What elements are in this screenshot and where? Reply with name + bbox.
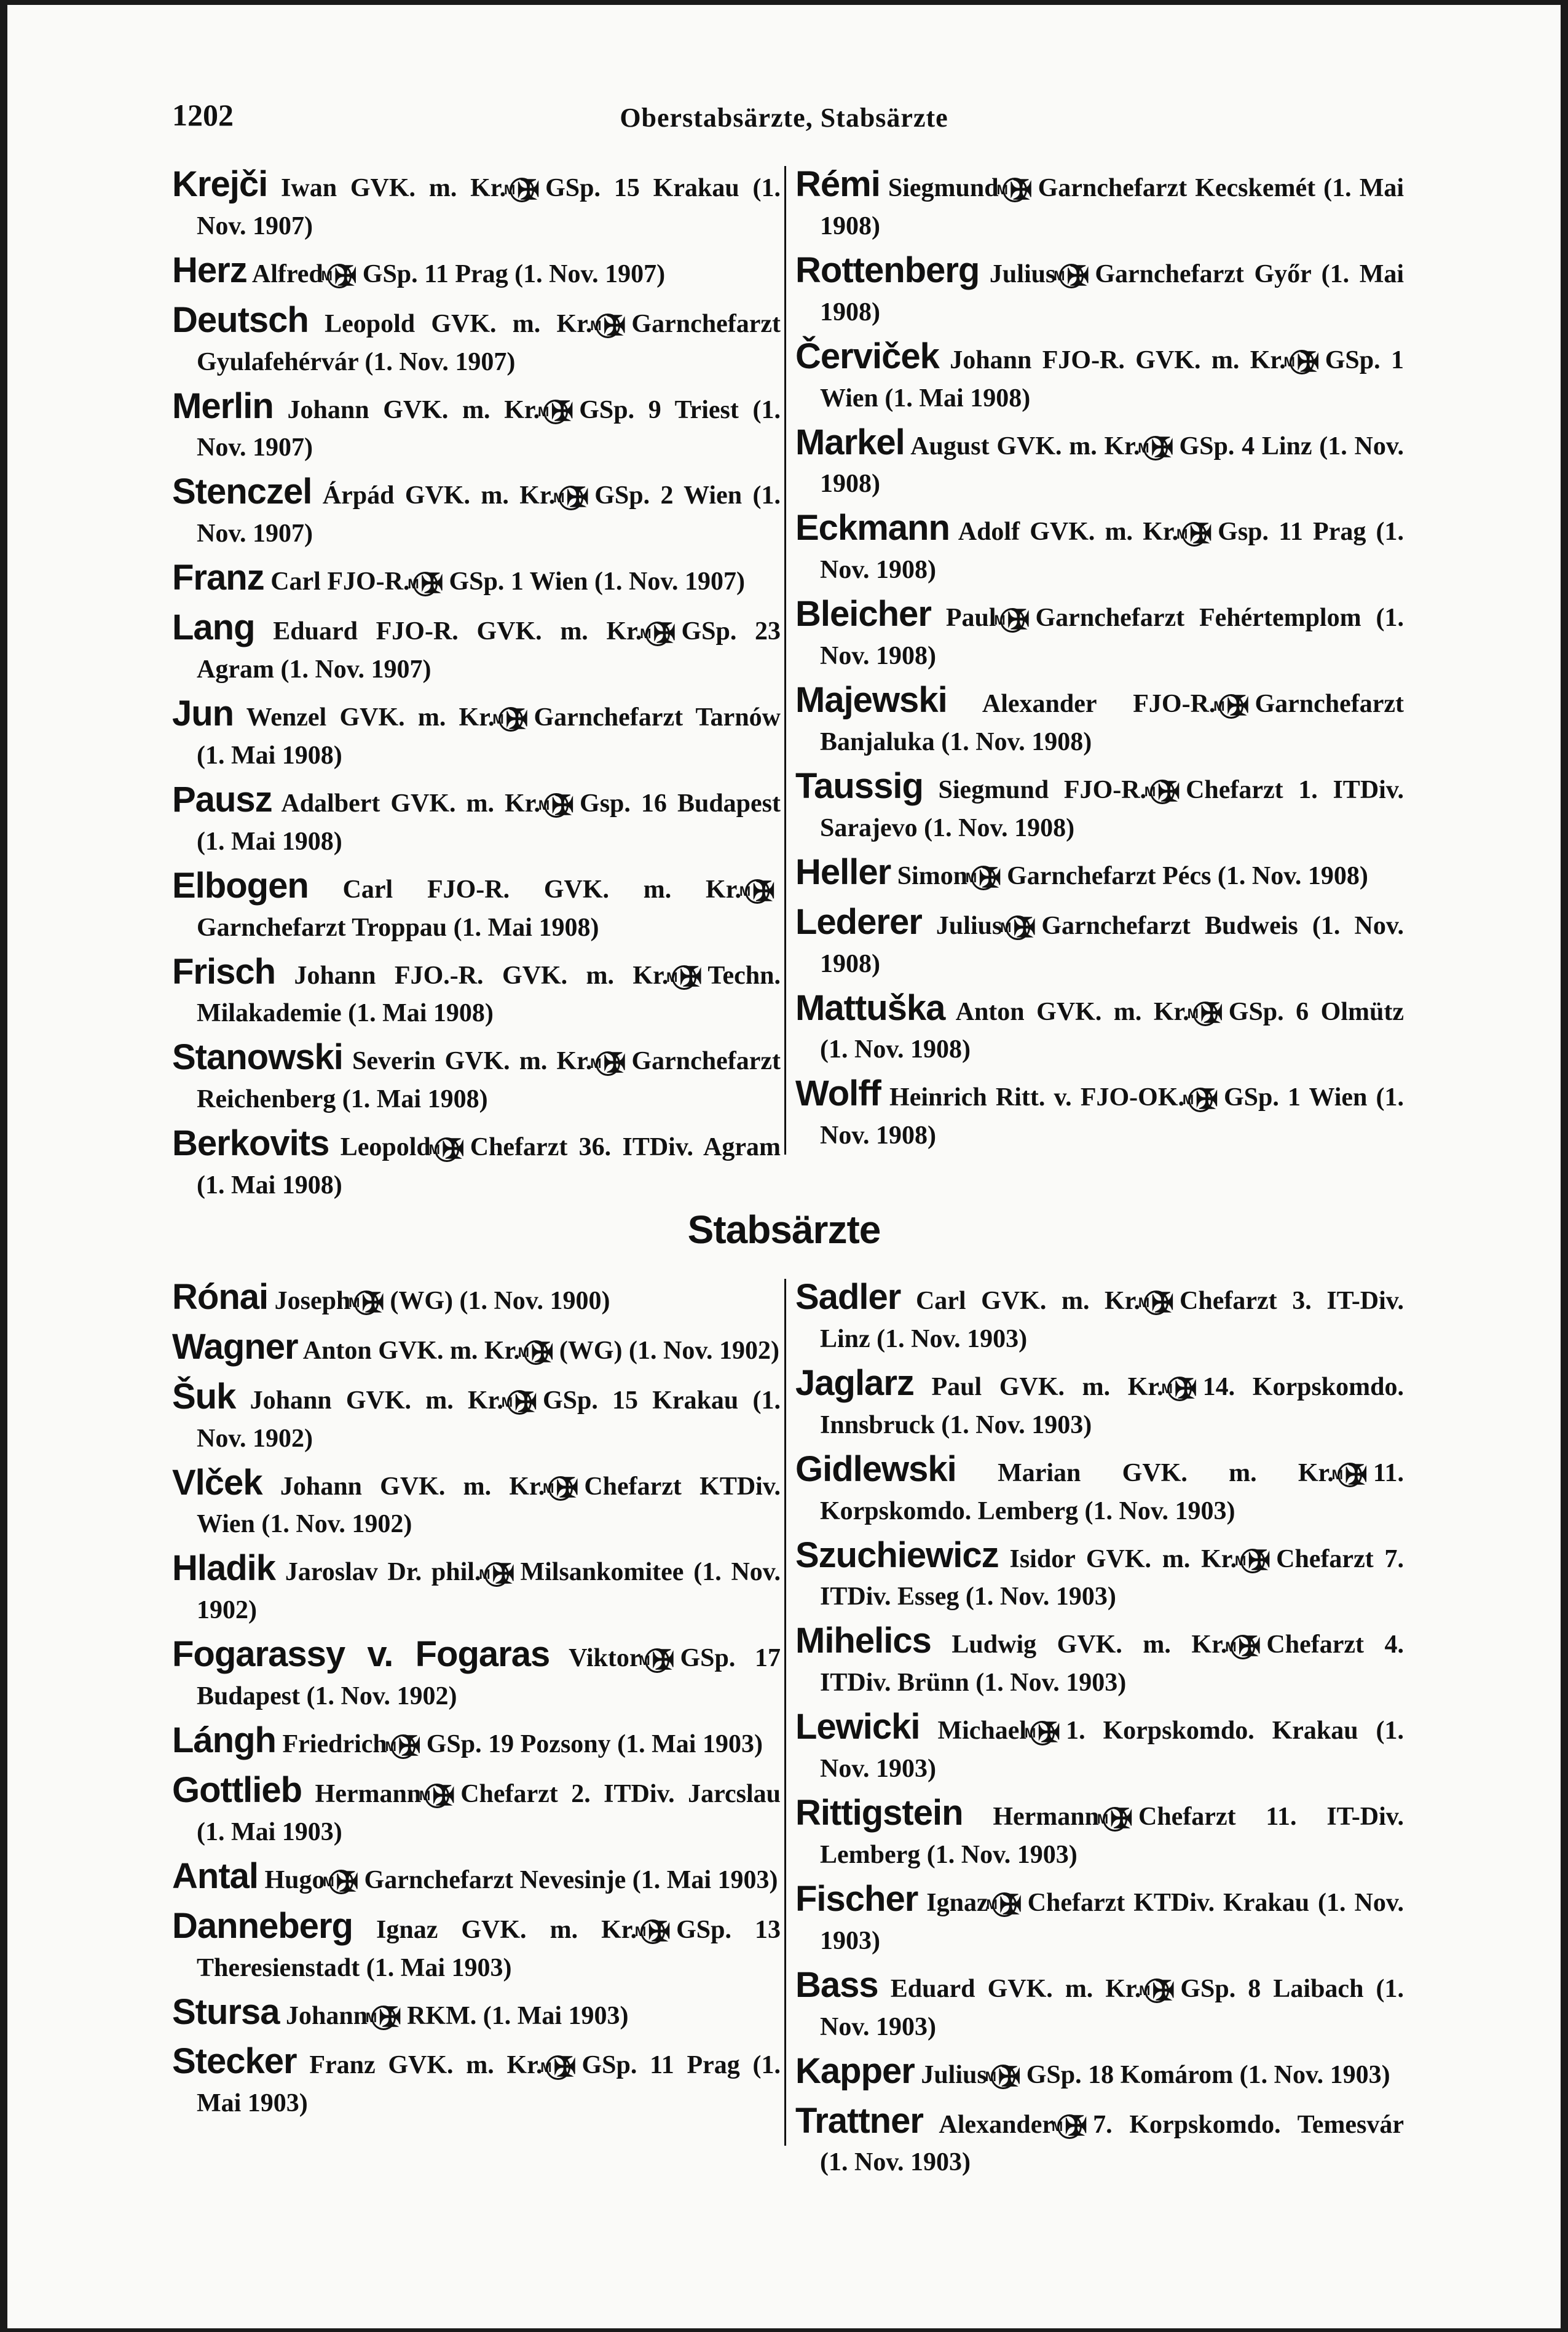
entry-posting: Garnchefarzt Troppau (1. Mai 1908) [197,913,599,942]
entry-name: Lángh [172,1720,276,1761]
entry-posting: 1. Korpskomdo. Krakau (1. Nov. 1903) [820,1717,1405,1784]
entry-posting: Garnchefarzt Fehértemplom (1. Nov. 1908) [820,604,1404,671]
entry-rank: Alfred [251,259,323,288]
entry: Hladik Jaroslav Dr. phil.M✠ Milsankomitee (1. Nov. 1902) [172,1548,781,1625]
entry-rank: Friedrich [282,1730,387,1759]
merit-medal-icon: M [1290,350,1314,374]
entry: Jun Wenzel GVK. m. Kr.M✠ Garnchefarzt Tarnów (1. Mai 1908) [172,694,781,770]
entry-name: Wagner [172,1326,298,1367]
entry: Szuchiewicz Isidor GVK. m. Kr.M✠ Chefarzt 7. ITDiv. Esseg (1. Nov. 1903) [795,1535,1405,1611]
entry: Gottlieb HermannM✠ Chefarzt 2. ITDiv. Jarcslau (1. Mai 1903) [172,1770,781,1846]
merit-medal-icon: M [1003,178,1027,202]
entry-posting: Chefarzt 7. ITDiv. Esseg (1. Nov. 1903) [820,1544,1405,1611]
entry: Gidlewski Marian GVK. m. Kr.M✠ 11. Korpskomdo. Lemberg (1. Nov. 1903) [795,1449,1405,1525]
entry-posting: Chefarzt 11. IT-Div. Lemberg (1. Nov. 1903) [820,1803,1404,1870]
merit-medal-icon: M [329,1870,353,1894]
merit-medal-icon: M [371,2006,396,2030]
entry: Stanowski Severin GVK. m. Kr.M✠ Garnchefarzt Reichenberg (1. Mai 1908) [172,1037,781,1114]
entry-name: Červiček [795,336,939,376]
entry-name: Stecker [172,2041,297,2082]
entry-name: Rémi [795,164,880,204]
entry-posting: Gsp. 16 Budapest (1. Mai 1908) [197,789,781,856]
column-divider [784,1279,786,2146]
entry-posting: GSp. 6 Olmütz (1. Nov. 1908) [820,997,1404,1064]
entry: Stenczel Árpád GVK. m. Kr.M✠ GSp. 2 Wien (1. Nov. 1907) [172,472,781,548]
merit-medal-icon: M [745,879,770,904]
entry-posting: Techn. Milakademie (1. Mai 1908) [197,961,781,1028]
entry: Heller SimonM✠ Garnchefarzt Pécs (1. Nov. 1908) [795,852,1368,893]
entry-name: Jun [172,694,234,734]
entry-rank: Franz GVK. m. Kr. [309,2051,543,2080]
entry-rank: Michael [937,1717,1027,1745]
entry: Wolff Heinrich Ritt. v. FJO-OK.M✠ GSp. 1 Wien (1. Nov. 1908) [795,1073,1405,1150]
entry-name: Trattner [795,2100,923,2141]
entry-rank: Johann GVK. m. Kr. [280,1472,545,1501]
entry-rank: Hermann [315,1780,422,1809]
entry: Stursa JohannM✠ RKM. (1. Mai 1903) [172,1991,629,2033]
entry-rank: Paul GVK. m. Kr. [931,1372,1164,1401]
entry: Lewicki MichaelM✠ 1. Korpskomdo. Krakau (1. Nov. 1903) [795,1707,1405,1784]
merit-medal-icon: M [645,622,670,646]
entry-name: Eckmann [795,508,950,548]
entry-rank: Siegmund [888,174,999,202]
entry: Kapper JuliusM✠ GSp. 18 Komárom (1. Nov. 1903) [795,2050,1390,2092]
merit-medal-icon: M [1188,1088,1213,1112]
entry-posting: Garnchefarzt Tarnów (1. Mai 1908) [197,703,781,770]
entry-name: Szuchiewicz [795,1535,999,1575]
entry: Mattuška Anton GVK. m. Kr.M✠ GSp. 6 Olmütz (1. Nov. 1908) [795,987,1404,1064]
entry-posting: GSp. 11 Prag (1. Nov. 1907) [362,259,666,288]
entry-posting: Chefarzt 3. IT-Div. Linz (1. Nov. 1903) [820,1287,1404,1353]
entry-rank: Árpád GVK. m. Kr. [322,481,556,510]
entry: Lederer JuliusM✠ Garnchefarzt Budweis (1. Nov. 1908) [795,901,1404,978]
entry-posting: Chefarzt 36. ITDiv. Agram (1. Mai 1908) [197,1133,781,1200]
entry: Herz AlfredM✠ GSp. 11 Prag (1. Nov. 1907) [172,250,666,291]
entry-rank: Ignaz GVK. m. Kr. [376,1915,637,1944]
entry: Krejči Iwan GVK. m. Kr.M✠ GSp. 15 Krakau (1. Nov. 1907) [172,164,781,240]
entry: Fischer IgnazM✠ Chefarzt KTDiv. Krakau (1. Nov. 1903) [795,1879,1404,1955]
entry-name: Gottlieb [172,1770,302,1811]
entry-name: Stanowski [172,1037,343,1078]
entry-posting: 14. Korpskomdo. Innsbruck (1. Nov. 1903) [820,1372,1405,1439]
entry-name: Kapper [795,2050,915,2091]
entry: Berkovits LeopoldM✠ Chefarzt 36. ITDiv. Agram (1. Mai 1908) [172,1123,781,1200]
entry-posting: GSp. 1 Wien (1. Nov. 1907) [449,567,746,596]
merit-medal-icon: M [645,1648,669,1673]
entry-name: Stursa [172,1991,280,2032]
merit-medal-icon: M [559,486,583,510]
entry-posting: GSp. 15 Krakau (1. Nov. 1902) [197,1386,781,1453]
entry-name: Wolff [795,1073,881,1114]
entry-posting: Garnchefarzt Győr (1. Mai 1908) [820,259,1405,326]
entry: Pausz Adalbert GVK. m. Kr.M✠ Gsp. 16 Budapest (1. Mai 1908) [172,779,781,856]
entry-rank: Wenzel GVK. m. Kr. [246,703,495,732]
running-title: Oberstabsärzte, Stabsärzte [620,103,948,133]
entry-rank: Johann FJO-R. GVK. m. Kr. [950,346,1286,374]
entry-name: Hladik [172,1548,276,1589]
merit-medal-icon: M [543,400,568,424]
entry-rank: Hermann [993,1803,1099,1832]
entry-rank: Paul [945,604,996,633]
entry-posting: Garnchefarzt Banjaluka (1. Nov. 1908) [820,690,1405,757]
entry-rank: August GVK. m. Kr. [910,432,1140,460]
merit-medal-icon: M [546,2055,570,2080]
merit-medal-icon: M [507,1390,532,1415]
entry-name: Rittigstein [795,1793,963,1833]
entry-posting: (WG) (1. Nov. 1900) [390,1287,610,1315]
merit-medal-icon: M [1144,1291,1168,1315]
entry-rank: Simon [897,861,968,890]
entry: Elbogen Carl FJO-R. GVK. m. Kr.M✠Garnchefarzt Troppau (1. Mai 1908) [172,865,775,942]
entry-name: Rottenberg [795,250,980,290]
entry-rank: Carl FJO-R. [270,567,410,596]
entry-name: Bass [795,1964,878,2005]
entry: Šuk Johann GVK. m. Kr.M✠ GSp. 15 Krakau (1. Nov. 1902) [172,1376,781,1453]
entry-name: Majewski [795,680,947,721]
page-number: 1202 [172,98,234,132]
entry: Merlin Johann GVK. m. Kr.M✠ GSp. 9 Triest (1. Nov. 1907) [172,385,781,462]
entry-posting: Chefarzt 2. ITDiv. Jarcslau (1. Mai 1903) [197,1780,781,1846]
entry-posting: GSp. 1 Wien (1. Nov. 1908) [820,1083,1405,1150]
entry-rank: Alexander [939,2110,1054,2139]
entry-name: Herz [172,250,247,290]
entry-posting: Garnchefarzt Budweis (1. Nov. 1908) [820,911,1404,978]
entry-posting: Garnchefarzt Reichenberg (1. Mai 1908) [197,1047,781,1114]
entry-posting: Garnchefarzt Gyulafehérvár (1. Nov. 1907) [197,309,781,376]
merit-medal-icon: M [354,1291,379,1315]
entry: Jaglarz Paul GVK. m. Kr.M✠ 14. Korpskomdo. Innsbruck (1. Nov. 1903) [795,1362,1405,1439]
section2-right-column [795,1279,1404,2188]
entry: Wagner Anton GVK. m. Kr.M✠ (WG) (1. Nov. 1902) [172,1326,780,1368]
merit-medal-icon: M [1030,1721,1055,1745]
entry-name: Taussig [795,766,923,807]
entry-rank: Severin GVK. m. Kr. [352,1047,593,1076]
merit-medal-icon: M [1231,1635,1255,1659]
entry-name: Mattuška [795,987,945,1028]
entry-rank: Julius [936,911,1003,940]
entry-posting: (WG) (1. Nov. 1902) [559,1336,780,1365]
entry-posting: Garnchefarzt Pécs (1. Nov. 1908) [1007,861,1368,890]
entry-name: Merlin [172,385,274,426]
column-divider [784,166,786,1155]
merit-medal-icon: M [391,1734,416,1759]
entry-rank: Ignaz [926,1889,988,1918]
entry-posting: GSp. 8 Laibach (1. Nov. 1903) [820,1974,1405,2041]
entry-rank: Anton GVK. m. Kr. [302,1336,520,1365]
entry-name: Stenczel [172,472,312,512]
entry-rank: Isidor GVK. m. Kr. [1009,1544,1237,1573]
entry-name: Lang [172,607,255,648]
entry: Franz Carl FJO-R.M✠ GSp. 1 Wien (1. Nov. 1907) [172,558,746,599]
entry-rank: Anton GVK. m. Kr. [955,997,1189,1026]
entry-posting: GSp. 9 Triest (1. Nov. 1907) [197,395,781,462]
entry-rank: Carl FJO-R. GVK. m. Kr. [342,875,741,904]
entry-rank: Eduard FJO-R. GVK. m. Kr. [273,617,642,646]
merit-medal-icon: M [1057,2114,1082,2139]
merit-medal-icon: M [640,1919,665,1944]
merit-medal-icon: M [1338,1463,1362,1487]
entry-name: Markel [795,422,905,462]
entry-rank: Carl GVK. m. Kr. [915,1287,1141,1315]
entry-posting: Chefarzt KTDiv. Wien (1. Nov. 1902) [197,1472,781,1539]
entry: Majewski Alexander FJO-R.M✠ Garnchefarzt Banjaluka (1. Nov. 1908) [795,680,1405,757]
entry-rank: Heinrich Ritt. v. FJO-OK. [889,1083,1184,1112]
entry-name: Šuk [172,1376,236,1417]
entry-posting: Chefarzt 1. ITDiv. Sarajevo (1. Nov. 1908) [820,776,1404,842]
entry-name: Mihelics [795,1621,931,1661]
entry-name: Antal [172,1856,258,1896]
entry: Vlček Johann GVK. m. Kr.M✠ Chefarzt KTDiv. Wien (1. Nov. 1902) [172,1462,781,1539]
entry-rank: Joseph [274,1287,351,1315]
entry-posting: Garnchefarzt Nevesinje (1. Mai 1903) [364,1865,778,1894]
entry-rank: Siegmund FJO-R. [938,776,1147,805]
entry-posting: RKM. (1. Mai 1903) [407,2001,629,2030]
entry: Červiček Johann FJO-R. GVK. m. Kr.M✠ GSp. 1 Wien (1. Mai 1908) [795,336,1405,413]
entry-rank: Johann FJO.-R. GVK. m. Kr. [294,961,669,990]
entry-posting: Chefarzt 4. ITDiv. Brünn (1. Nov. 1903) [820,1630,1405,1698]
entry-name: Deutsch [172,299,309,340]
entry-name: Vlček [172,1462,262,1503]
entry: Frisch Johann FJO.-R. GVK. m. Kr.M✠ Techn. Milakademie (1. Mai 1908) [172,951,781,1028]
entry-posting: GSp. 2 Wien (1. Nov. 1907) [197,481,781,548]
entry-rank: Marian GVK. m. Kr. [998,1458,1334,1487]
entry-posting: GSp. 1 Wien (1. Mai 1908) [820,346,1405,413]
entry: Antal HugoM✠ Garnchefarzt Nevesinje (1. Mai 1903) [172,1856,778,1897]
entry: Rónai JosephM✠ (WG) (1. Nov. 1900) [172,1277,610,1318]
entry-posting: Garnchefarzt Kecskemét (1. Mai 1908) [820,174,1405,240]
entry-name: Bleicher [795,594,931,634]
entry-name: Frisch [172,951,276,992]
entry: Trattner AlexanderM✠ 7. Korpskomdo. Temesvár (1. Nov. 1903) [795,2100,1405,2177]
entry: Mihelics Ludwig GVK. m. Kr.M✠ Chefarzt 4. ITDiv. Brünn (1. Nov. 1903) [795,1621,1405,1698]
section2-left-column [172,1279,781,2129]
entry-rank: Johann [286,2001,368,2030]
merit-medal-icon: M [1144,1978,1169,2003]
entry-posting: Chefarzt KTDiv. Krakau (1. Nov. 1903) [820,1889,1404,1955]
entry: Rottenberg JuliusM✠ Garnchefarzt Győr (1. Mai 1908) [795,250,1405,326]
entry: Markel August GVK. m. Kr.M✠ GSp. 4 Linz (1. Nov. 1908) [795,422,1404,499]
entry: Bleicher PaulM✠ Garnchefarzt Fehértemplom (1. Nov. 1908) [795,594,1404,671]
section1-left-column [172,166,781,1211]
entry: Stecker Franz GVK. m. Kr.M✠ GSp. 11 Prag (1. Mai 1903) [172,2041,781,2118]
entry-name: Sadler [795,1277,901,1317]
entry-name: Pausz [172,779,272,820]
merit-medal-icon: M [1240,1549,1265,1573]
merit-medal-icon: M [548,1476,573,1501]
entry-posting: GSp. 11 Prag (1. Mai 1903) [197,2051,781,2118]
merit-medal-icon: M [544,793,569,818]
entry: Sadler Carl GVK. m. Kr.M✠ Chefarzt 3. IT-Div. Linz (1. Nov. 1903) [795,1277,1404,1353]
entry: Eckmann Adolf GVK. m. Kr.M✠ Gsp. 11 Prag (1. Nov. 1908) [795,508,1404,585]
entry-name: Fischer [795,1879,918,1919]
entry: Lang Eduard FJO-R. GVK. m. Kr.M✠ GSp. 23 Agram (1. Nov. 1907) [172,607,781,684]
merit-medal-icon: M [1103,1807,1127,1832]
entry-name: Heller [795,852,891,892]
entry: Rémi SiegmundM✠ Garnchefarzt Kecskemét (1. Mai 1908) [795,164,1405,240]
entry-rank: Jaroslav Dr. phil. [285,1558,481,1587]
entry-rank: Leopold GVK. m. Kr. [325,309,593,338]
merit-medal-icon: M [524,1340,548,1365]
entry: Taussig Siegmund FJO-R.M✠ Chefarzt 1. ITDiv. Sarajevo (1. Nov. 1908) [795,766,1404,842]
entry-name: Lewicki [795,1707,920,1747]
merit-medal-icon: M [1193,1002,1218,1026]
entry-name: Fogarassy v. Fogaras [172,1634,550,1675]
entry-rank: Johann GVK. m. Kr. [250,1386,503,1415]
merit-medal-icon: M [1150,780,1175,804]
merit-medal-icon: M [596,1051,620,1076]
entry: Danneberg Ignaz GVK. m. Kr.M✠ GSp. 13 Theresienstadt (1. Mai 1903) [172,1905,781,1982]
entry: Rittigstein HermannM✠ Chefarzt 11. IT-Div. Lemberg (1. Nov. 1903) [795,1793,1404,1870]
merit-medal-icon: M [971,866,996,890]
entry-rank: Leopold [340,1133,431,1162]
merit-medal-icon: M [596,314,620,338]
entry-name: Rónai [172,1277,269,1317]
merit-medal-icon: M [484,1562,509,1587]
document-page [7,5,1561,2328]
entry-rank: Hugo [264,1865,325,1894]
merit-medal-icon: M [1059,264,1084,288]
merit-medal-icon: M [1219,694,1243,719]
section1-right-column [795,166,1404,1161]
entry-rank: Alexander FJO-R. [982,690,1216,719]
merit-medal-icon: M [425,1784,449,1808]
entry-rank: Adolf GVK. m. Kr. [958,518,1179,547]
section-title: Stabsärzte [687,1208,881,1252]
merit-medal-icon: M [498,707,523,732]
entry-name: Jaglarz [795,1362,914,1403]
merit-medal-icon: M [1182,522,1207,547]
entry-posting: 7. Korpskomdo. Temesvár (1. Nov. 1903) [820,2110,1405,2177]
entry-rank: Julius [989,259,1056,288]
entry-name: Krejči [172,164,268,204]
entry-posting: GSp. 23 Agram (1. Nov. 1907) [197,617,781,684]
entry-name: Lederer [795,901,922,942]
merit-medal-icon: M [327,264,352,288]
entry-rank: Iwan GVK. m. Kr. [281,174,506,202]
entry-name: Franz [172,558,264,598]
merit-medal-icon: M [510,178,534,202]
entry-posting: GSp. 19 Pozsony (1. Mai 1903) [426,1730,763,1759]
merit-medal-icon: M [1167,1377,1192,1401]
merit-medal-icon: M [992,1892,1017,1917]
merit-medal-icon: M [1000,608,1025,633]
entry-rank: Viktor [569,1644,641,1673]
entry-rank: Johann GVK. m. Kr. [287,395,540,424]
entry-posting: GSp. 13 Theresienstadt (1. Mai 1903) [197,1915,781,1982]
entry-posting: GSp. 15 Krakau (1. Nov. 1907) [197,174,781,240]
merit-medal-icon: M [1006,915,1030,940]
entry-posting: GSp. 17 Budapest (1. Nov. 1902) [197,1644,781,1711]
merit-medal-icon: M [1143,436,1168,460]
entry-name: Danneberg [172,1905,353,1946]
entry: Fogarassy v. Fogaras ViktorM✠ GSp. 17 Budapest (1. Nov. 1902) [172,1634,781,1711]
entry-posting: Gsp. 11 Prag (1. Nov. 1908) [820,518,1404,585]
entry: Lángh FriedrichM✠ GSp. 19 Pozsony (1. Mai 1903) [172,1720,763,1762]
entry-posting: Milsankomitee (1. Nov. 1902) [197,1558,781,1625]
merit-medal-icon: M [991,2065,1015,2089]
entry-posting: 11. Korpskomdo. Lemberg (1. Nov. 1903) [820,1458,1405,1525]
entry-rank: Ludwig GVK. m. Kr. [951,1630,1227,1659]
merit-medal-icon: M [435,1137,459,1162]
entry-posting: GSp. 4 Linz (1. Nov. 1908) [820,432,1404,499]
entry-rank: Julius [921,2060,987,2089]
entry: Bass Eduard GVK. m. Kr.M✠ GSp. 8 Laibach (1. Nov. 1903) [795,1964,1405,2041]
entry-rank: Eduard GVK. m. Kr. [890,1974,1141,2003]
entry-posting: GSp. 18 Komárom (1. Nov. 1903) [1026,2060,1390,2089]
entry-name: Gidlewski [795,1449,956,1489]
entry-name: Elbogen [172,865,309,906]
merit-medal-icon: M [413,572,438,596]
entry-name: Berkovits [172,1123,329,1164]
entry-rank: Adalbert GVK. m. Kr. [281,789,541,818]
merit-medal-icon: M [672,965,696,990]
entry: Deutsch Leopold GVK. m. Kr.M✠ Garnchefarzt Gyulafehérvár (1. Nov. 1907) [172,299,781,376]
